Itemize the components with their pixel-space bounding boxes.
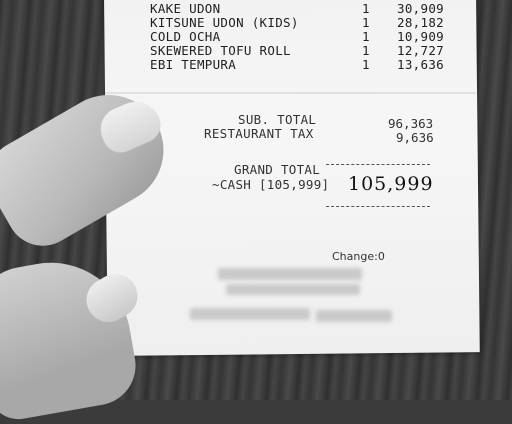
item-qty: 1 — [362, 29, 370, 44]
item-name: KITSUNE UDON (KIDS) — [150, 15, 299, 30]
item-qty: 1 — [362, 15, 370, 30]
blurred-text — [190, 308, 310, 320]
item-price: 12,727 — [397, 43, 444, 58]
dashed-divider — [326, 164, 430, 165]
item-qty: 1 — [362, 43, 370, 58]
receipt-item-row — [150, 30, 450, 44]
receipt-item-row — [150, 2, 450, 16]
item-qty: 1 — [362, 1, 370, 16]
grand-total-value: 105,999 — [348, 173, 434, 195]
item-name: KAKE UDON — [150, 1, 221, 16]
item-price: 30,909 — [397, 1, 444, 16]
item-name: EBI TEMPURA — [150, 57, 237, 72]
tax-value: 9,636 — [396, 130, 434, 145]
receipt-item-row — [150, 44, 450, 58]
item-name: COLD OCHA — [150, 29, 221, 44]
item-price: 13,636 — [397, 57, 444, 72]
blurred-text — [218, 268, 362, 280]
grand-total-label: GRAND TOTAL — [234, 162, 321, 177]
item-price: 28,182 — [397, 15, 444, 30]
cash-label: ~CASH [105,999] — [212, 177, 330, 192]
receipt-fold — [104, 92, 476, 94]
blurred-text — [316, 310, 392, 322]
blurred-text — [226, 284, 360, 295]
item-name: SKEWERED TOFU ROLL — [150, 43, 291, 58]
item-price: 10,909 — [397, 29, 444, 44]
tax-label: RESTAURANT TAX — [204, 126, 314, 141]
item-qty: 1 — [362, 57, 370, 72]
subtotal-label: SUB. TOTAL — [238, 112, 317, 127]
subtotal-value: 96,363 — [388, 116, 434, 131]
dashed-divider — [326, 206, 430, 207]
change-label: Change:0 — [332, 250, 385, 263]
receipt-item-row — [150, 58, 450, 72]
receipt-item-row — [150, 16, 450, 30]
